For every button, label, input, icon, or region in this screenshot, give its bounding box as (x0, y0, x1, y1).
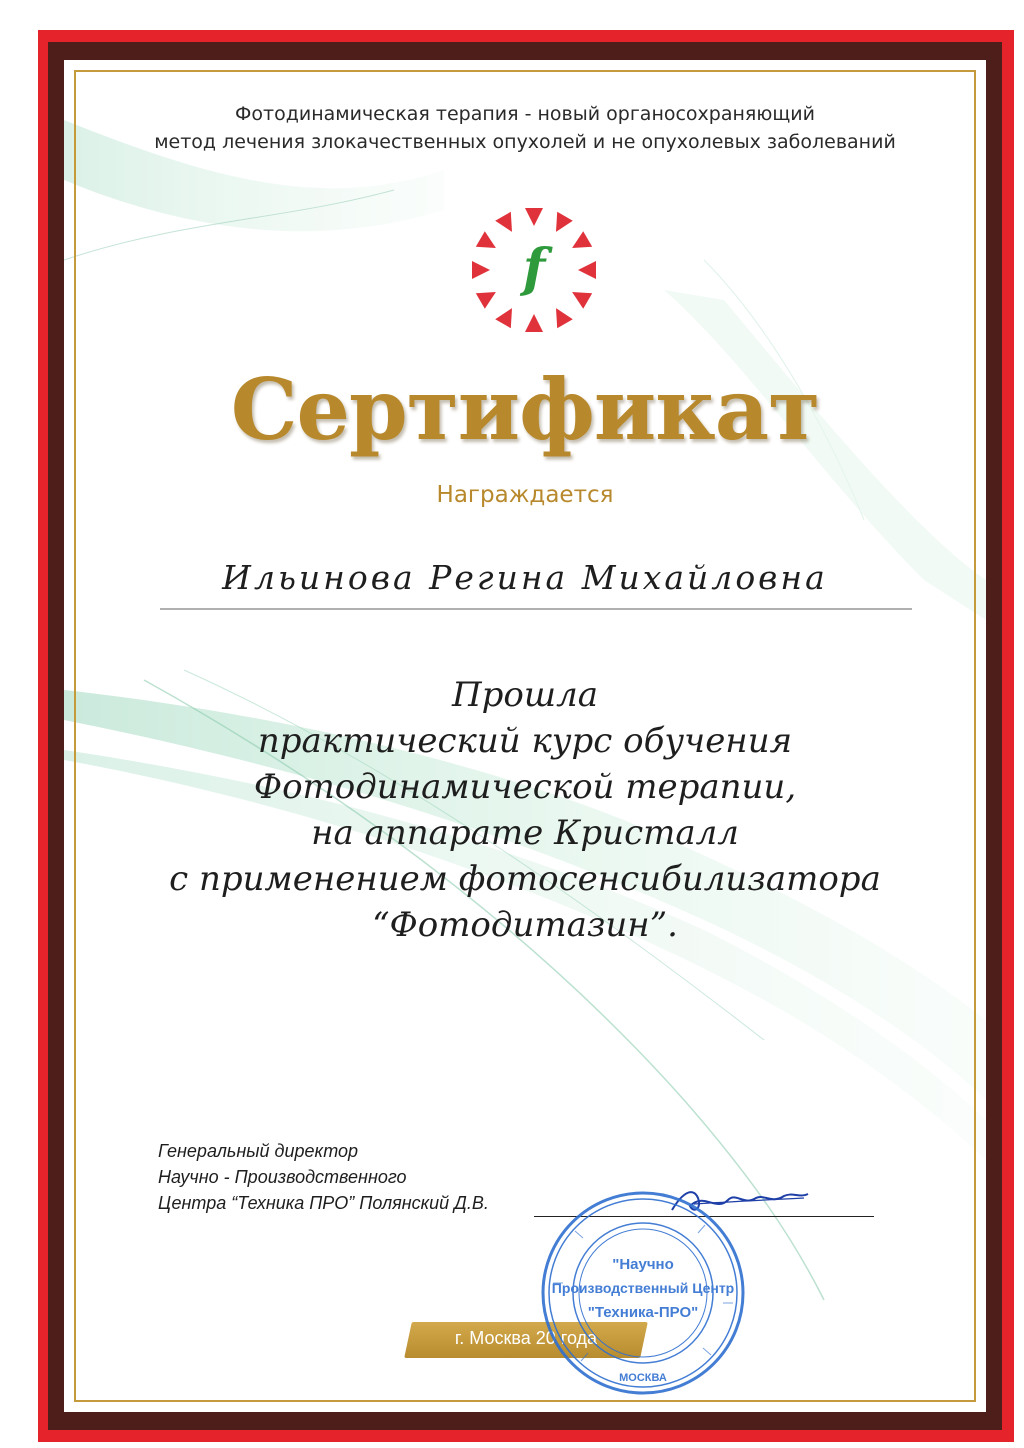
signer-block (158, 1138, 489, 1216)
awarded-subtitle: Награждается (436, 482, 614, 508)
stamp-line-1: "Научно (612, 1256, 674, 1273)
certificate-sheet (64, 60, 986, 1412)
stamp-city: МОСКВА (619, 1372, 667, 1384)
certificate-title: Сертификат (230, 360, 820, 459)
body-line: на аппарате Кристалл (311, 813, 739, 853)
recipient-name: Ильинова Регина Михайловна (222, 558, 828, 597)
logo-letter: f (522, 238, 546, 299)
signer-line-3: Центра “Техника ПРО” Полянский Д.В. (158, 1193, 489, 1213)
header-line-2: метод лечения злокачественных опухолей и не опухолевых заболеваний (154, 131, 896, 153)
header-text (64, 100, 986, 156)
logo-emblem-icon (464, 200, 604, 340)
signer-line-1: Генеральный директор (158, 1141, 359, 1161)
certificate-body (64, 672, 986, 948)
body-line: с применением фотосенсибилизатора (169, 859, 881, 899)
header-line-1: Фотодинамическая терапия - новый органосохраняющий (235, 103, 815, 125)
stamp-line-3: "Техника-ПРО" (587, 1304, 699, 1321)
city-year-text: г. Москва 20 года (454, 1328, 598, 1348)
stamp-line-2: Производственный Центр (551, 1280, 735, 1296)
body-line: практический курс обучения (257, 721, 793, 761)
company-stamp-icon (538, 1188, 748, 1398)
signer-line-2: Научно - Производственного (158, 1167, 407, 1187)
name-underline (160, 608, 912, 610)
body-line: Прошла (451, 675, 598, 715)
body-line: Фотодинамической терапии, (253, 767, 797, 807)
body-line: “Фотодитазин”. (372, 905, 678, 945)
